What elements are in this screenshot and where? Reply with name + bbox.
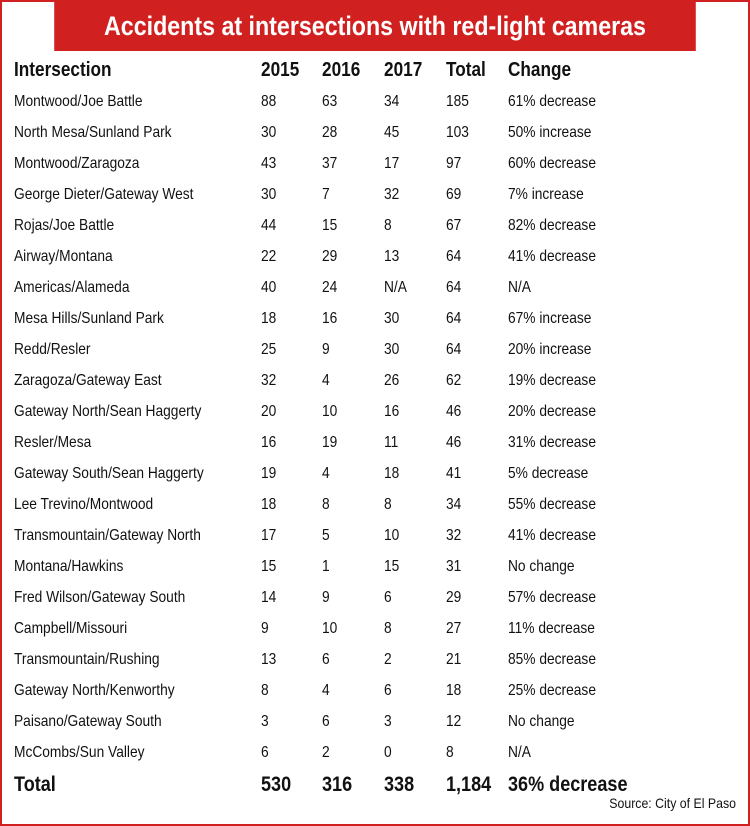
cell-change: 11% decrease <box>508 620 595 637</box>
cell-total: 8 <box>446 744 454 761</box>
table-row <box>2 148 748 179</box>
cell-year-2017: 30 <box>384 310 400 327</box>
table-header-row <box>2 54 748 86</box>
cell-total: 34 <box>446 496 462 513</box>
cell-intersection: Campbell/Missouri <box>14 620 128 637</box>
cell-intersection: Zaragoza/Gateway East <box>14 372 162 389</box>
cell-total: 69 <box>446 186 462 203</box>
cell-year-2016: 4 <box>322 682 330 699</box>
cell-intersection: Resler/Mesa <box>14 434 92 451</box>
cell-total: 27 <box>446 620 462 637</box>
table-row <box>2 210 748 241</box>
cell-intersection: Gateway North/Kenworthy <box>14 682 175 699</box>
cell-total: 46 <box>446 434 462 451</box>
column-header-year-2016: 2016 <box>322 59 361 81</box>
cell-year-2016: 9 <box>322 341 330 358</box>
cell-year-2016: 8 <box>322 496 330 513</box>
cell-total: 185 <box>446 93 469 110</box>
table-row <box>2 458 748 489</box>
cell-intersection: Montana/Hawkins <box>14 558 124 575</box>
cell-total: 46 <box>446 403 462 420</box>
cell-total: 64 <box>446 279 462 296</box>
cell-year-2017: 16 <box>384 403 400 420</box>
cell-intersection: Rojas/Joe Battle <box>14 217 115 234</box>
cell-year-2017: 8 <box>384 217 392 234</box>
cell-change: 41% decrease <box>508 527 596 544</box>
cell-year-2015: 18 <box>261 496 277 513</box>
cell-year-2016: 2 <box>322 744 330 761</box>
cell-year-2017: 2 <box>384 651 392 668</box>
cell-year-2015: 8 <box>261 682 269 699</box>
cell-change: N/A <box>508 744 531 761</box>
cell-year-2015: 6 <box>261 744 269 761</box>
table-row <box>2 551 748 582</box>
cell-total: 103 <box>446 124 469 141</box>
cell-year-2016: 24 <box>322 279 338 296</box>
cell-year-2017: 8 <box>384 496 392 513</box>
cell-change: 50% increase <box>508 124 592 141</box>
table-row <box>2 86 748 117</box>
cell-year-2015: 19 <box>261 465 277 482</box>
cell-year-2017: 10 <box>384 527 400 544</box>
cell-year-2016: 16 <box>322 310 338 327</box>
total-cell-intersection: Total <box>14 773 56 796</box>
table-row <box>2 489 748 520</box>
cell-change: 82% decrease <box>508 217 596 234</box>
cell-year-2015: 3 <box>261 713 269 730</box>
cell-intersection: Montwood/Joe Battle <box>14 93 143 110</box>
table-row <box>2 644 748 675</box>
cell-intersection: George Dieter/Gateway West <box>14 186 194 203</box>
cell-year-2017: 18 <box>384 465 400 482</box>
table-row <box>2 737 748 768</box>
cell-total: 41 <box>446 465 462 482</box>
cell-year-2015: 40 <box>261 279 277 296</box>
cell-year-2017: 45 <box>384 124 400 141</box>
cell-year-2016: 4 <box>322 465 330 482</box>
cell-change: 19% decrease <box>508 372 596 389</box>
cell-year-2017: 13 <box>384 248 400 265</box>
cell-intersection: Fred Wilson/Gateway South <box>14 589 186 606</box>
cell-year-2017: 0 <box>384 744 392 761</box>
table-row <box>2 334 748 365</box>
cell-intersection: Gateway South/Sean Haggerty <box>14 465 204 482</box>
column-header-intersection: Intersection <box>14 59 112 81</box>
cell-year-2017: 6 <box>384 682 392 699</box>
cell-intersection: Transmountain/Rushing <box>14 651 160 668</box>
cell-intersection: Redd/Resler <box>14 341 91 358</box>
cell-total: 97 <box>446 155 462 172</box>
cell-year-2016: 28 <box>322 124 338 141</box>
cell-year-2015: 30 <box>261 124 277 141</box>
cell-change: 5% decrease <box>508 465 589 482</box>
table-row <box>2 396 748 427</box>
table-row <box>2 272 748 303</box>
cell-year-2016: 6 <box>322 651 330 668</box>
cell-change: 7% increase <box>508 186 584 203</box>
table-row <box>2 365 748 396</box>
cell-year-2015: 15 <box>261 558 277 575</box>
table-row <box>2 241 748 272</box>
cell-year-2015: 43 <box>261 155 277 172</box>
cell-total: 32 <box>446 527 462 544</box>
cell-intersection: Americas/Alameda <box>14 279 130 296</box>
cell-intersection: Gateway North/Sean Haggerty <box>14 403 202 420</box>
accidents-table <box>2 54 748 801</box>
cell-year-2016: 6 <box>322 713 330 730</box>
cell-year-2015: 16 <box>261 434 277 451</box>
cell-year-2015: 22 <box>261 248 277 265</box>
cell-total: 64 <box>446 248 462 265</box>
cell-intersection: Paisano/Gateway South <box>14 713 162 730</box>
cell-change: 61% decrease <box>508 93 596 110</box>
cell-change: 85% decrease <box>508 651 596 668</box>
cell-total: 62 <box>446 372 462 389</box>
cell-change: No change <box>508 713 575 730</box>
cell-year-2015: 17 <box>261 527 277 544</box>
cell-change: 31% decrease <box>508 434 596 451</box>
cell-total: 67 <box>446 217 462 234</box>
cell-year-2016: 10 <box>322 403 338 420</box>
total-cell-change: 36% decrease <box>508 773 628 796</box>
table-row <box>2 427 748 458</box>
cell-intersection: McCombs/Sun Valley <box>14 744 145 761</box>
cell-year-2016: 4 <box>322 372 330 389</box>
cell-year-2016: 37 <box>322 155 338 172</box>
cell-change: 20% increase <box>508 341 592 358</box>
table-row <box>2 706 748 737</box>
cell-total: 29 <box>446 589 462 606</box>
cell-intersection: Transmountain/Gateway North <box>14 527 201 544</box>
cell-intersection: Lee Trevino/Montwood <box>14 496 154 513</box>
cell-total: 18 <box>446 682 462 699</box>
cell-year-2015: 44 <box>261 217 277 234</box>
total-cell-total: 1,184 <box>446 773 492 796</box>
cell-total: 64 <box>446 310 462 327</box>
cell-year-2017: N/A <box>384 279 407 296</box>
cell-intersection: North Mesa/Sunland Park <box>14 124 172 141</box>
cell-total: 31 <box>446 558 462 575</box>
cell-change: N/A <box>508 279 531 296</box>
column-header-year-2017: 2017 <box>384 59 423 81</box>
cell-change: 41% decrease <box>508 248 596 265</box>
cell-year-2017: 34 <box>384 93 400 110</box>
cell-change: No change <box>508 558 575 575</box>
cell-year-2016: 29 <box>322 248 338 265</box>
cell-year-2015: 25 <box>261 341 277 358</box>
table-row <box>2 179 748 210</box>
cell-change: 57% decrease <box>508 589 596 606</box>
table-row <box>2 117 748 148</box>
cell-change: 67% increase <box>508 310 592 327</box>
cell-year-2017: 30 <box>384 341 400 358</box>
cell-change: 55% decrease <box>508 496 596 513</box>
cell-year-2015: 18 <box>261 310 277 327</box>
cell-year-2017: 3 <box>384 713 392 730</box>
cell-year-2015: 13 <box>261 651 277 668</box>
cell-year-2017: 26 <box>384 372 400 389</box>
total-cell-year-2015: 530 <box>261 773 292 796</box>
cell-year-2017: 6 <box>384 589 392 606</box>
cell-year-2016: 7 <box>322 186 330 203</box>
cell-change: 25% decrease <box>508 682 596 699</box>
cell-total: 21 <box>446 651 462 668</box>
table-row <box>2 675 748 706</box>
cell-year-2015: 9 <box>261 620 269 637</box>
cell-change: 20% decrease <box>508 403 596 420</box>
cell-year-2016: 10 <box>322 620 338 637</box>
cell-intersection: Montwood/Zaragoza <box>14 155 140 172</box>
column-header-year-2015: 2015 <box>261 59 300 81</box>
total-cell-year-2017: 338 <box>384 773 415 796</box>
table-row <box>2 520 748 551</box>
total-cell-year-2016: 316 <box>322 773 353 796</box>
cell-year-2017: 17 <box>384 155 400 172</box>
cell-total: 12 <box>446 713 462 730</box>
cell-intersection: Mesa Hills/Sunland Park <box>14 310 164 327</box>
cell-intersection: Airway/Montana <box>14 248 113 265</box>
cell-total: 64 <box>446 341 462 358</box>
cell-year-2017: 15 <box>384 558 400 575</box>
cell-change: 60% decrease <box>508 155 596 172</box>
column-header-change: Change <box>508 59 572 81</box>
cell-year-2015: 14 <box>261 589 277 606</box>
cell-year-2016: 1 <box>322 558 330 575</box>
column-header-total: Total <box>446 59 486 81</box>
cell-year-2017: 32 <box>384 186 400 203</box>
table-row <box>2 303 748 334</box>
chart-title: Accidents at intersections with red-light cameras <box>54 2 696 51</box>
cell-year-2016: 19 <box>322 434 338 451</box>
source-note: Source: City of El Paso <box>609 795 736 811</box>
cell-year-2016: 5 <box>322 527 330 544</box>
cell-year-2015: 32 <box>261 372 277 389</box>
cell-year-2016: 15 <box>322 217 338 234</box>
cell-year-2017: 11 <box>384 434 399 451</box>
cell-year-2015: 88 <box>261 93 277 110</box>
cell-year-2017: 8 <box>384 620 392 637</box>
cell-year-2016: 9 <box>322 589 330 606</box>
cell-year-2015: 20 <box>261 403 277 420</box>
table-row <box>2 582 748 613</box>
table-row <box>2 613 748 644</box>
cell-year-2016: 63 <box>322 93 338 110</box>
cell-year-2015: 30 <box>261 186 277 203</box>
